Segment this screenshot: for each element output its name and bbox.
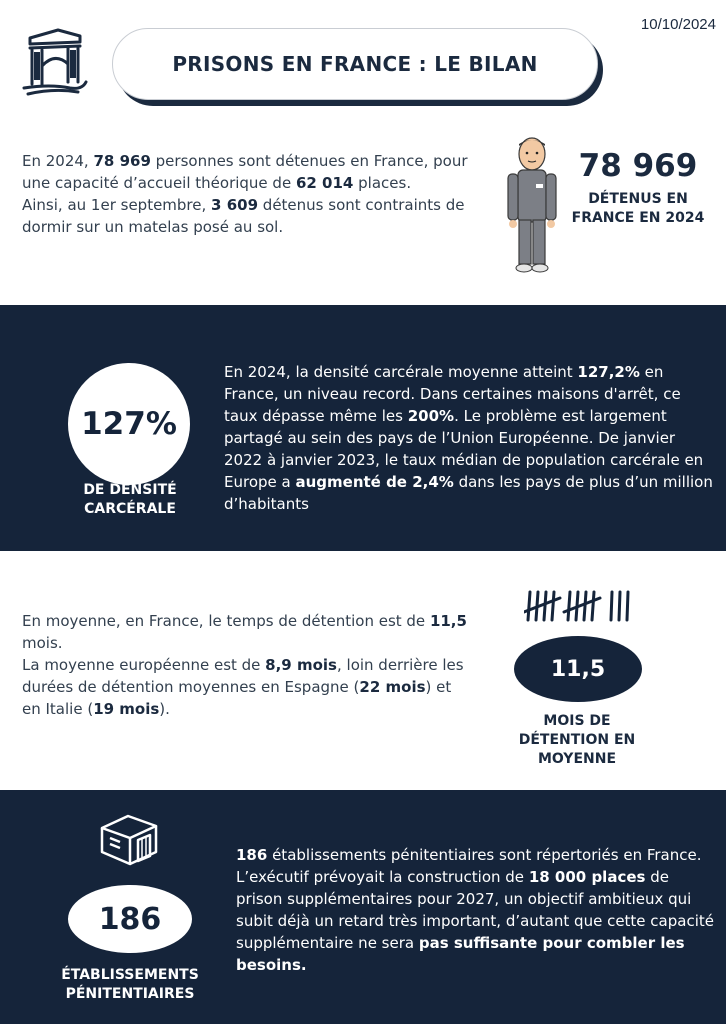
- emphasis-text: 127,2%: [577, 363, 640, 381]
- emphasis-text: pas suffisante pour combler les besoins.: [236, 934, 685, 974]
- body-text: de prison supplémentaires pour 2027, un objectif ambitieux qui subit déjà un retard très important, d’autant que cette capacité supplémentaire ne sera: [236, 868, 714, 952]
- stat-densite-caption: DE DENSITÉ CARCÉRALE: [83, 482, 177, 517]
- prison-building-icon: [98, 810, 160, 866]
- body-text: établissements pénitentiaires sont répertoriés en France. L’exécutif prévoyait la construction de: [236, 846, 702, 886]
- body-text: . Le problème est largement partagé au sein des pays de l’Union Européenne. De janvier 2022 à janvier 2023, le taux médian de population carcérale en Europe a: [224, 407, 704, 491]
- stat-detenus-number: 78 969: [578, 148, 698, 184]
- stat-detenus-caption: DÉTENUS EN FRANCE EN 2024: [571, 191, 705, 226]
- body-text: mois.: [22, 634, 63, 652]
- emphasis-text: 22 mois: [359, 678, 426, 696]
- emphasis-text: 62 014: [295, 174, 354, 192]
- body-text: , loin derrière les durées de détention moyennes en Espagne (: [22, 656, 464, 696]
- arc-de-triomphe-logo-icon: [20, 26, 90, 98]
- body-text: dans les pays de plus d’un million d’habitants: [224, 473, 713, 513]
- body-text: En 2024,: [22, 152, 94, 170]
- body-text: ) et en Italie (: [22, 678, 452, 718]
- prisoner-figure-icon: [502, 134, 562, 276]
- section4-paragraph: [236, 844, 716, 976]
- emphasis-text: 8,9 mois: [265, 656, 337, 674]
- body-text: Ainsi, au 1er septembre,: [22, 196, 212, 214]
- emphasis-text: 18 000 places: [528, 868, 646, 886]
- stat-duree-caption: MOIS DE DÉTENTION EN MOYENNE: [518, 713, 636, 767]
- emphasis-text: 11,5: [429, 612, 467, 630]
- body-text: détenus sont contraints de dormir sur un matelas posé au sol.: [22, 196, 465, 236]
- section2-paragraph: [224, 361, 714, 515]
- emphasis-text: 200%: [407, 407, 455, 425]
- section3-paragraph: [22, 610, 474, 720]
- tally-marks-icon: [524, 586, 636, 626]
- stat-duree-number: 11,5: [514, 636, 642, 702]
- body-text: En 2024, la densité carcérale moyenne atteint: [224, 363, 578, 381]
- emphasis-text: 78 969: [93, 152, 151, 170]
- date-label: 10/10/2024: [640, 16, 716, 33]
- emphasis-text: 3 609: [211, 196, 259, 214]
- emphasis-text: 19 mois: [93, 700, 160, 718]
- emphasis-text: augmenté de 2,4%: [295, 473, 454, 491]
- stat-etablissements-caption: ÉTABLISSEMENTS PÉNITENTIAIRES: [61, 967, 199, 1002]
- section-etablissements: [0, 790, 726, 1024]
- emphasis-text: 186: [236, 846, 268, 864]
- body-text: en France, un niveau record. Dans certaines maisons d'arrêt, ce taux dépasse même les: [224, 363, 681, 425]
- body-text: places.: [353, 174, 412, 192]
- page-title: PRISONS EN FRANCE : LE BILAN: [172, 52, 538, 76]
- body-text: La moyenne européenne est de: [22, 656, 266, 674]
- stat-etablissements-number: 186: [68, 885, 192, 953]
- section1-paragraph: [22, 150, 492, 238]
- section-densite: [0, 305, 726, 551]
- body-text: ).: [159, 700, 170, 718]
- stat-densite-number: 127%: [68, 363, 190, 485]
- title-banner: [112, 28, 598, 100]
- body-text: personnes sont détenues en France, pour une capacité d’accueil théorique de: [22, 152, 468, 192]
- body-text: En moyenne, en France, le temps de détention est de: [22, 612, 430, 630]
